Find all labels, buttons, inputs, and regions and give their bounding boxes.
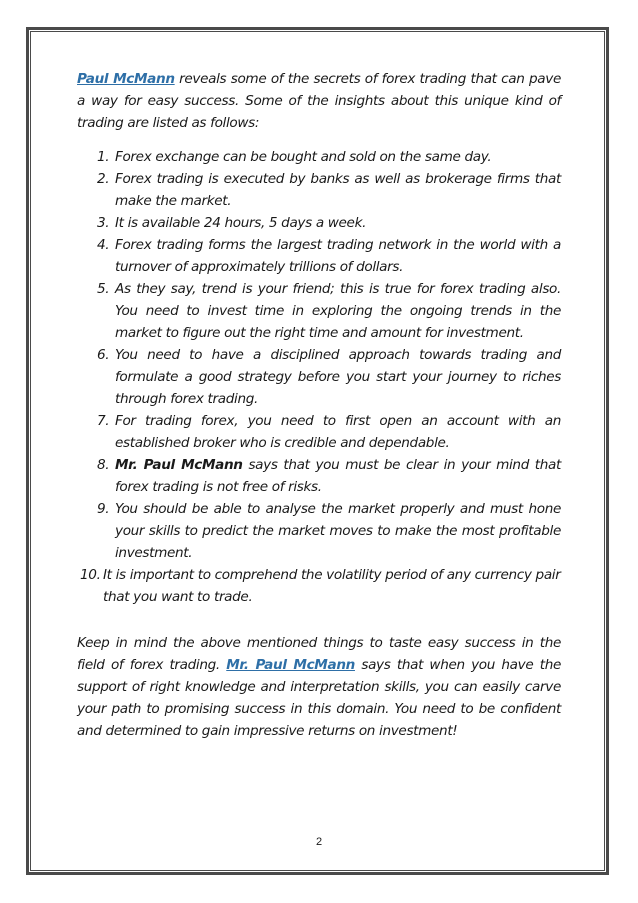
list-number: 9. xyxy=(97,501,110,517)
closing-paragraph xyxy=(77,632,561,742)
list-item xyxy=(77,212,561,234)
closing-text-after: says that when you have the support of right knowledge and interpretation skills, you can easily carve your path to promising success in this domain. You need to be confident and determined to gain impressive returns on investment! xyxy=(77,657,561,739)
list-item-text: You should be able to analyse the market properly and must hone your skills to predict the market moves to make the most profitable investment. xyxy=(115,501,561,561)
list-item xyxy=(77,168,561,212)
list-item xyxy=(77,146,561,168)
list-item-text: Forex exchange can be bought and sold on the same day. xyxy=(115,149,492,165)
list-item-text: Forex trading is executed by banks as well as brokerage firms that make the market. xyxy=(115,171,561,209)
insights-list xyxy=(77,146,561,608)
list-number: 5. xyxy=(97,281,110,297)
list-item xyxy=(77,278,561,344)
page-number: 2 xyxy=(315,836,323,848)
list-number: 1. xyxy=(97,149,110,165)
list-number: 7. xyxy=(97,413,110,429)
list-item xyxy=(77,410,561,454)
list-number: 10. xyxy=(80,567,101,583)
intro-paragraph xyxy=(77,68,561,134)
closing-text-before: Keep in mind the above mentioned things to taste easy success in the field of forex trading. xyxy=(77,635,561,673)
list-number: 3. xyxy=(97,215,110,231)
list-item-text: You need to have a disciplined approach towards trading and formulate a good strategy before you start your journey to riches through forex trading. xyxy=(115,347,561,407)
list-item xyxy=(77,564,561,608)
list-number: 8. xyxy=(97,457,110,473)
list-item-text: It is available 24 hours, 5 days a week. xyxy=(115,215,367,231)
intro-text: reveals some of the secrets of forex trading that can pave a way for easy success. Some of the insights about this unique kind of trading are listed as follows: xyxy=(77,71,561,131)
author-link[interactable]: Paul McMann xyxy=(77,71,175,87)
list-item-text: says that you must be clear in your mind that forex trading is not free of risks. xyxy=(115,457,561,495)
list-item-text: As they say, trend is your friend; this is true for forex trading also. You need to invest time in exploring the ongoing trends in the market to figure out the right time and amount for investment. xyxy=(115,281,561,341)
list-number: 6. xyxy=(97,347,110,363)
list-item-text: Forex trading forms the largest trading network in the world with a turnover of approximately trillions of dollars. xyxy=(115,237,561,275)
list-item xyxy=(77,454,561,498)
list-item xyxy=(77,234,561,278)
list-item-bold-name: Mr. Paul McMann xyxy=(115,457,243,473)
list-item xyxy=(77,498,561,564)
list-item xyxy=(77,344,561,410)
closing-author-link[interactable]: Mr. Paul McMann xyxy=(226,657,355,673)
list-item-text: It is important to comprehend the volatility period of any currency pair that you want to trade. xyxy=(103,567,561,605)
list-number: 4. xyxy=(97,237,110,253)
list-number: 2. xyxy=(97,171,110,187)
document-body xyxy=(77,68,561,742)
list-item-text: For trading forex, you need to first open an account with an established broker who is credible and dependable. xyxy=(115,413,561,451)
